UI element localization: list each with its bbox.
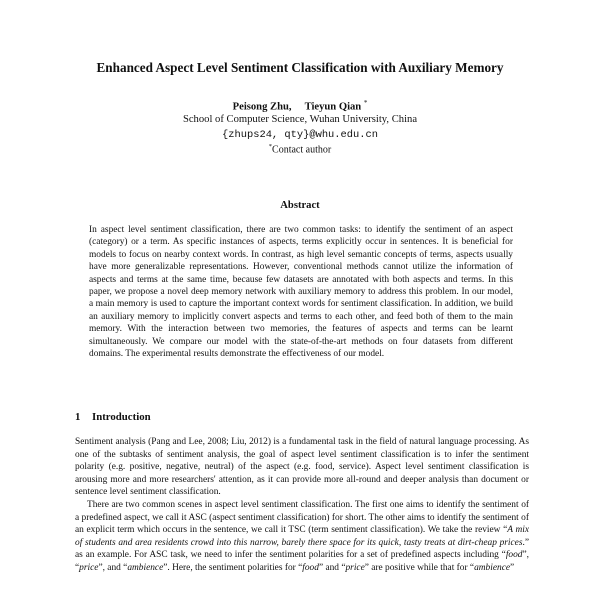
contact-note-text: Contact author: [272, 144, 332, 156]
intro-paragraph-2: [75, 499, 529, 574]
author-email: {zhups24, qty}@whu.edu.cn: [222, 129, 378, 141]
text-run: .” as an example. For ASC task, we need to infer the sentiment polarities for a set of predefined aspects including “: [75, 537, 529, 560]
contact-note: [0, 143, 600, 155]
section-number: 1: [75, 411, 81, 423]
contact-marker: *: [363, 99, 368, 107]
aspect-term: food: [302, 562, 319, 573]
abstract-text: In aspect level sentiment classification, there are two common tasks: to identify the sentiment of an aspect (category) or a term. As specific instances of aspects, terms explicitly occur in sentences. It is beneficial for models to focus on nearby context words. In contrast, as high level semantic concepts of terms, aspects usually have more generalizable representations. However, conventional methods cannot utilize the information of aspects and terms at the same time, because few datasets are annotated with both aspects and terms. In this paper, we propose a novel deep memory network with auxiliary memory to address this problem. In our model, a main memory is used to capture the important context words for sentiment classification. In addition, we build an auxiliary memory to implicitly convert aspects and terms to each other, and feed both of them to the main memory. With the interaction between two memories, the features of aspects and terms can be learnt simultaneously. We compare our model with the state-of-the-art methods on four datasets from different domains. The experimental results demonstrate the effectiveness of our model.: [89, 225, 513, 360]
quoted-review: A mix of students and area residents crowd into this narrow, barely there space for its quick, tasty treats at dirt-cheap prices: [75, 525, 529, 548]
section-title: Introduction: [92, 411, 151, 423]
author-line: [0, 99, 600, 113]
contact-note-marker: *: [268, 143, 273, 150]
paper-title: Enhanced Aspect Level Sentiment Classification with Auxiliary Memory: [96, 60, 504, 75]
text-run: ” are positive while that for “: [364, 562, 475, 573]
intro-paragraph-1: Sentiment analysis (Pang and Lee, 2008; Liu, 2012) is a fundamental task in the field of natural language processing. As one of the subtasks of sentiment analysis, the goal of aspect level sentiment classification is to infer the sentiment polarity (e.g. positive, negative, neutral) of the aspect (e.g. food, service). Aspect level sentiment classification is arousing more and more researchers' attention, as it can provide more all-round and deeper analysis than document or sentence level sentiment classification.: [75, 437, 529, 497]
text-run: There are two common scenes in aspect level sentiment classification. The first one aims to identify the sentiment of a predefined aspect, we call it ASC (aspect sentiment classification) for short. The other aims to identify the sentiment of an explicit term which occurs in the sentence, we call it TSC (term sentiment classification). We take the review “: [75, 500, 529, 535]
abstract-heading: Abstract: [280, 200, 320, 211]
aspect-term: ambience: [474, 562, 511, 573]
text-run: ”, “: [75, 550, 529, 573]
aspect-term: ambience: [127, 562, 164, 573]
aspect-term: price: [345, 562, 365, 573]
author-name: Tieyun Qian: [304, 101, 362, 113]
aspect-term: price: [79, 562, 99, 573]
section-heading: [75, 411, 151, 423]
affiliation: School of Computer Science, Wuhan University, China: [182, 114, 418, 125]
text-run: ”. Here, the sentiment polarities for “: [163, 562, 303, 573]
aspect-term: food: [505, 550, 523, 560]
text-run: ”: [510, 562, 515, 573]
text-run: ” and “: [318, 562, 346, 573]
author-name: Peisong Zhu,: [232, 101, 292, 113]
text-run: ”, and “: [98, 562, 128, 573]
